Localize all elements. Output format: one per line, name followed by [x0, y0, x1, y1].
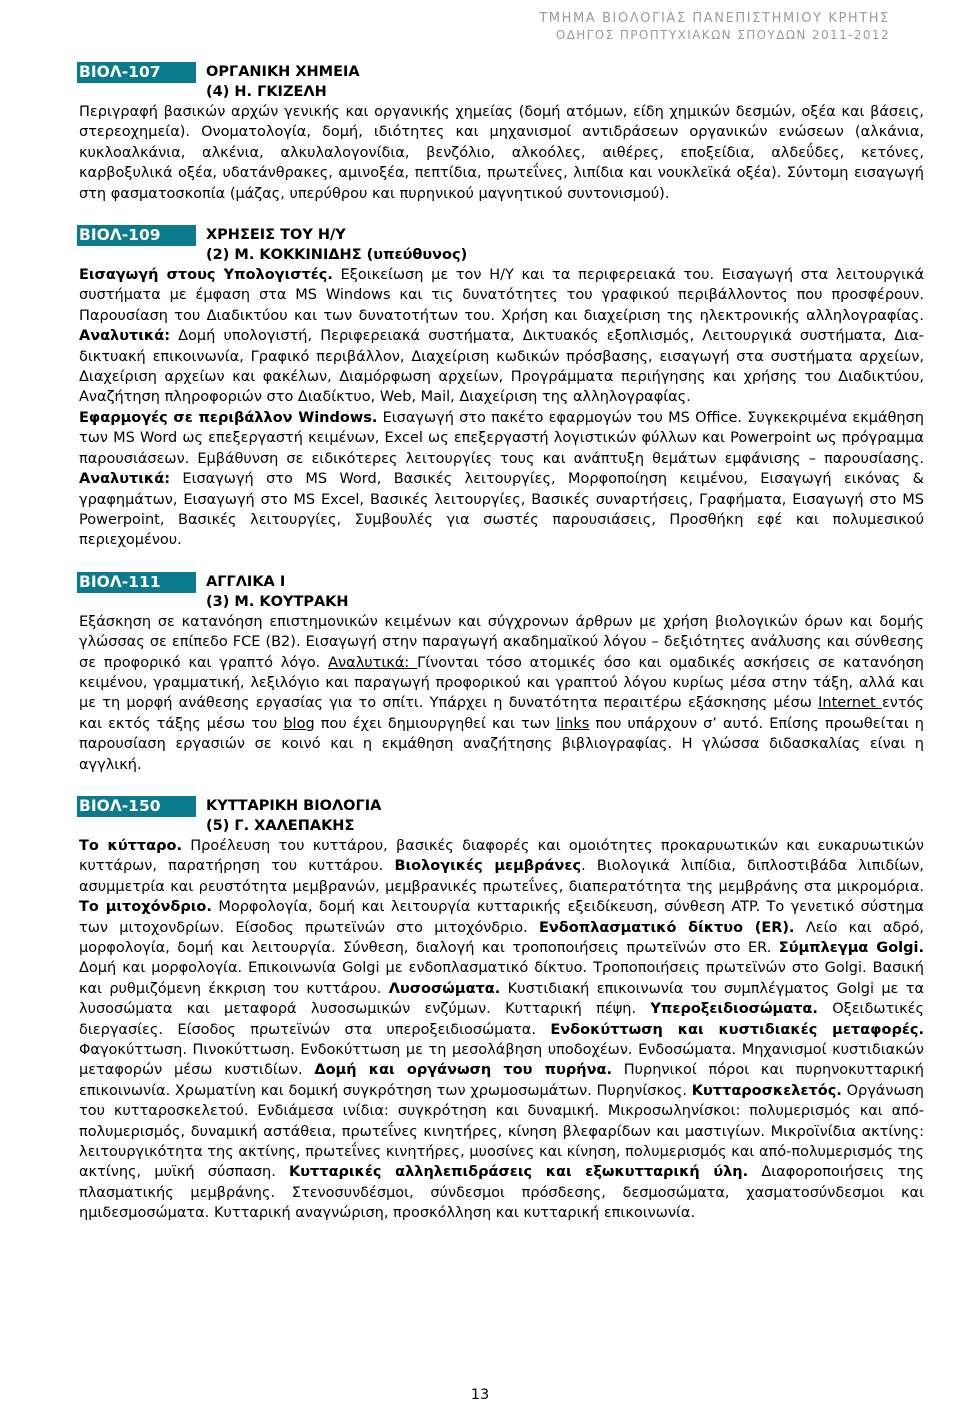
- course-biol-150: [79, 796, 924, 1224]
- course-instructor: (3) Μ. ΚΟΥΤΡΑΚΗ: [206, 593, 349, 610]
- description-text: Δομή υπολογιστή, Περιφερειακά συστήματα, Δικτυακός εξοπλισμός, Λειτουργικά συστήματα, Δια-δικτυακή επικοινωνία, Γραφικό περιβάλλον, Διαχείριση κωδικών πρόσβασης, εισαγωγή στα συστήματα αρχείων, Διαχείριση αρχείων και φακέλων, Διαμόρφωση αρχείων, Προγράμματα περιήγησης και χρήσης του Διαδικτύου, Αναζήτηση πληροφοριών στο Διαδίκτυο, Web, Mail, Διαχείριση της αλληλογραφίας.: [79, 328, 924, 406]
- description-text: Εξοικείωση με τον Η/Υ και τα περιφερειακά του. Εισαγωγή στα λειτουργικά συστήματα με έμφαση στα MS Windows και τις δυνατότητες του γραφικού περιβάλλοντος που προσφέρουν. Παρουσίαση του Διαδικτύου και των δυνατοτήτων του. Χρήση και διαχείριση της ηλεκτρονικής αλληλογραφίας.: [79, 267, 925, 324]
- subheading-intro: Εισαγωγή στους Υπολογιστές.: [79, 267, 333, 284]
- topic-interactions: Κυτταρικές αλληλεπιδράσεις και εξωκυτταρική ύλη.: [289, 1164, 749, 1181]
- course-title: ΧΡΗΣΕΙΣ ΤΟΥ Η/Υ: [206, 227, 346, 244]
- topic-golgi: Σύμπλεγμα Golgi.: [778, 940, 924, 956]
- description-text: εντός και εκτός τάξης μέσω του: [79, 695, 924, 732]
- course-instructor: (5) Γ. ΧΑΛΕΠΑΚΗΣ: [206, 817, 355, 834]
- subheading-detailed: Αναλυτικά:: [79, 471, 170, 488]
- topic-peroxisomes: Υπεροξειδιοσώματα.: [650, 1001, 818, 1018]
- topic-mitochondrion: Το μιτοχόνδριο.: [79, 899, 212, 916]
- links-term: links: [556, 715, 590, 732]
- course-biol-109: [79, 225, 924, 551]
- topic-er: Ενδοπλασματικό δίκτυο (ER).: [539, 919, 795, 936]
- topic-nucleus: Δομή και οργάνωση του πυρήνα.: [314, 1062, 612, 1079]
- topic-membranes: Βιολογικές μεμβράνες: [394, 858, 582, 875]
- course-description: [79, 265, 924, 551]
- page-header: [539, 10, 890, 43]
- course-description: [79, 612, 924, 775]
- course-code: ΒΙΟΛ-109: [77, 225, 196, 246]
- course-instructor: (4) Η. ΓΚΙΖΕΛΗ: [206, 84, 327, 100]
- course-biol-111: [79, 572, 924, 775]
- header-department: ΤΜΗΜΑ ΒΙΟΛΟΓΙΑΣ ΠΑΝΕΠΙΣΤΗΜΙΟΥ ΚΡΗΤΗΣ: [539, 11, 890, 26]
- topic-lysosomes: Λυσοσώματα.: [388, 980, 501, 997]
- course-description: [79, 102, 924, 204]
- description-text: που υπάρχουν σ’ αυτό. Επίσης προωθείται η παρουσίαση εργασιών σε κοινό και η εκμάθηση αναζήτησης βιβλιογραφίας. Η γλώσσα διδασκαλίας είναι η αγγλική.: [79, 715, 924, 773]
- course-title: ΟΡΓΑΝΙΚΗ ΧΗΜΕΙΑ: [206, 64, 360, 80]
- subheading-windows: Εφαρμογές σε περιβάλλον Windows.: [79, 409, 378, 426]
- course-description: Το κύτταρο. Προέλευση του κυττάρου, βασικές διαφορές και ομοιότητες προκαρυωτικών και ευκαρυωτικών κυττάρων, παρατήρηση του κυττάρου. Βιολογικές μεμβράνες. Βιολογικά λιπίδια, διπλοστιβάδα λιπιδίων, ασυμμετρία και ρευστότητα μεμβρανών, μεμβρανικές πρωτεΐνες, διαπερατότητα της μεμβράνης στα μικρομόρια. Το μιτοχόνδριο. Μορφολογία, δομή και λειτουργία κυτταρικής εξειδίκευση, σύνθεση ATP. Το γενετικό σύστημα των μιτοχονδρίων. Είσοδος πρωτεϊνών στο μιτοχόνδριο. Ενδοπλασματικό δίκτυο (ER). Λείο και αδρό, μορφολογία, δομή και λειτουργία. Σύνθεση, διαλογή και τροποποιήσεις πρωτεϊνών στο ER. Σύμπλεγμα Golgi. Δομή και μορφολογία. Επικοινωνία Golgi με ενδοπλασματικό δίκτυο. Τροποποιήσεις πρωτεϊνών στο Golgi. Βασική και ρυθμιζόμενη έκκριση του κυττάρου. Λυσοσώματα. Κυστιδιακή επικοινωνία του συμπλέγματος Golgi με τα λυσοσώματα και μεταφορά λυσοσωμικών ενζύμων. Κυτταρική πέψη. Υπεροξειδιοσώματα. Οξειδωτικές διεργασίες. Είσοδος πρωτεϊνών στα υπεροξειδιοσώματα. Ενδοκύττωση και κυστιδιακές μεταφορές. Φαγοκύττωση. Πινοκύττωση. Ενδοκύττωση με τη μεσολάβηση υποδοχέων. Ενδοσώματα. Μηχανισμοί κυστιδιακών μεταφορών μέσω κυστιδίων. Δομή και οργάνωση του πυρήνα. Πυρηνικοί πόροι και πυρηνοκυτταρική επικοινωνία. Χρωματίνη και δομική συγκρότηση των χρωμοσωμάτων. Πυρηνίσκος. Κυτταροσκελετός. Οργάνωση του κυτταροσκελετού. Ενδιάμεσα ινίδια: συγκρότηση και δυναμική. Μικροσωληνίσκοι: πολυμερισμός και από-πολυμερισμός, δυναμική αστάθεια, πρωτεΐνες κινητήρες, κίνηση βλεφαρίδων και μαστιγίων. Μικροϊνίδια ακτίνης: λειτουργικότητα της ακτίνης, πρωτεΐνες κινητήρες, μυοσίνες και κίνηση, πολυμερισμός και από-πολυμερισμός της ακτίνης, μυϊκή σύσπαση. Κυτταρικές αλληλεπιδράσεις και εξωκυτταρική ύλη. Διαφοροποιήσεις της πλασματικής μεμβράνης. Στενοσυνδέσμοι, σύνδεσμοι πρόσδεσης, δεσμοσώματα, χασματοσύνδεσμοι και ημιδεσμοσώματα. Κυτταρική αναγνώριση, προσκόλληση και κυτταρική επικοινωνία.: [79, 837, 925, 1222]
- topic-cytoskeleton: Κυτταροσκελετός.: [691, 1082, 842, 1099]
- internet-term: Internet: [818, 695, 882, 712]
- description-text: Εισαγωγή στο MS Word, Βασικές λειτουργίες, Μορφοποίηση κειμένου, Εισαγωγή εικόνας & γραφημάτων, Εισαγωγή στο MS Excel, Βασικές λειτουργίες, Βασικές συναρτήσεις, Γραφήματα, Εισαγωγή στο MS Powerpoint, Βασικές λειτουργίες, Συμβουλές για σωστές παρουσιάσεις, Προσθήκη εφέ και πολυμεσικού περιεχομένου.: [79, 471, 924, 549]
- page-number: 13: [470, 1387, 490, 1403]
- description-text: Εισαγωγή στο πακέτο εφαρμογών του MS Office. Συγκεκριμένα εκμάθηση των MS Word ως επεξεργαστή κειμένων, Excel ως επεξεργαστή λογιστικών φύλλων και Powerpoint ως πρόγραμμα παρουσιάσεων. Εμβάθυνση σε ειδικότερες λειτουργίες τους και ανάπτυξη θεμάτων εμφάνισης – παρουσίασης.: [79, 409, 924, 467]
- course-code: ΒΙΟΛ-111: [77, 572, 196, 593]
- course-title: ΑΓΓΛΙΚΑ Ι: [206, 573, 286, 590]
- course-list: [79, 62, 924, 1245]
- course-instructor: (2) Μ. ΚΟΚΚΙΝΙΔΗΣ (υπεύθυνος): [206, 247, 468, 264]
- description-text: Εξάσκηση σε κατανόηση επιστημονικών κειμένων και σύγχρονων άρθρων με χρήση βιολογικών όρων και δομής γλώσσας σε επίπεδο FCE (B2). Εισαγωγή στην παραγωγή ακαδημαϊκού λόγου – δεξιότητες ανάλυσης και σύνθεσης σε προφορικό και γραπτό λόγο.: [79, 613, 924, 671]
- description-text: Γίνονται τόσο ατομικές όσο και ομαδικές ασκήσεις σε κατανόηση κειμένου, γραμματική, λεξιλόγιο και παραγωγή προφορικού και γραπτού λόγου κυρίως μέσα στην τάξη, αλλά και με τη μορφή ανάθεσης εργασίας για το σπίτι. Υπάρχει η δυνατότητα περαιτέρω εξάσκησης μέσω: [79, 654, 924, 712]
- blog-term: blog: [283, 715, 315, 732]
- subheading-detailed: Αναλυτικά:: [79, 328, 170, 345]
- topic-cell: Το κύτταρο.: [79, 837, 182, 854]
- description-text: που έχει δημιουργηθεί και των: [314, 715, 557, 732]
- course-biol-107: [79, 62, 924, 204]
- description-text: Περιγραφή βασικών αρχών γενικής και οργανικής χημείας (δομή ατόμων, είδη χημικών δεσμών, οξέα και βάσεις, στερεοχημεία). Ονοματολογία, δομή, ιδιότητες και μηχανισμοί αντιδράσεων οργανικών ενώσεων (αλκάνια, κυκλοαλκάνια, αλκένια, αλκυλαλογονίδια, βενζόλιο, αλκοόλες, αιθέρες, εποξείδια, αλδεΰδες, κετόνες, καρβοξυλικά οξέα, υδατάνθρακες, αμινοξέα, πεπτίδια, πρωτεΐνες, λιπίδια και νουκλεϊκά οξέα). Σύντομη εισαγωγή στη φασματοσκοπία (μάζας, υπερύθρου και πυρηνικού μαγνητικού συντονισμού).: [79, 104, 924, 202]
- subheading-detailed: Αναλυτικά:: [328, 654, 418, 671]
- course-code: ΒΙΟΛ-107: [77, 62, 196, 83]
- course-title: ΚΥΤΤΑΡΙΚΗ ΒΙΟΛΟΓΙΑ: [206, 797, 382, 814]
- header-guide: ΟΔΗΓΟΣ ΠΡΟΠΤΥΧΙΑΚΩΝ ΣΠΟΥΔΩΝ 2011-2012: [555, 28, 890, 42]
- topic-endocytosis: Ενδοκύττωση και κυστιδιακές μεταφορές.: [550, 1021, 924, 1038]
- course-code: ΒΙΟΛ-150: [77, 796, 196, 817]
